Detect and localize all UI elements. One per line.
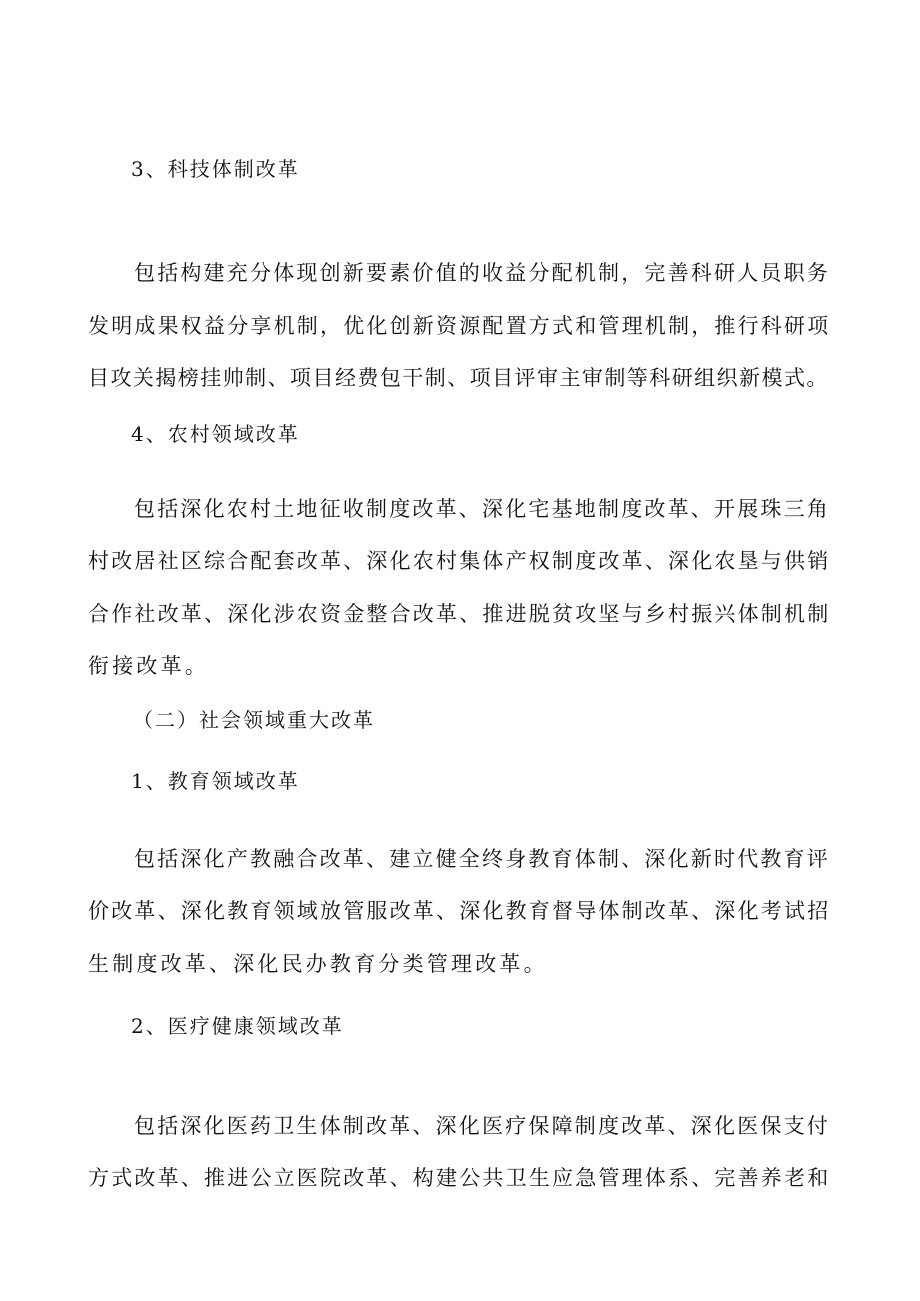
paragraph-line: 合作社改革、深化涉农资金整合改革、推进脱贫攻坚与乡村振兴体制机制 bbox=[88, 602, 831, 626]
section-heading: 4、农村领域改革 bbox=[131, 422, 300, 446]
section-heading: 1、教育领域改革 bbox=[131, 769, 300, 793]
paragraph-line: 包括构建充分体现创新要素价值的收益分配机制，完善科研人员职务 bbox=[134, 261, 830, 285]
paragraph-line: 目攻关揭榜挂帅制、项目经费包干制、项目评审主审制等科研组织新模式。 bbox=[88, 366, 829, 390]
paragraph-line: 方式改革、推进公立医院改革、构建公共卫生应急管理体系、完善养老和 bbox=[88, 1166, 831, 1190]
section-heading: 2、医疗健康领域改革 bbox=[131, 1014, 344, 1038]
paragraph-line: 价改革、深化教育领域放管服改革、深化教育督导体制改革、深化考试招 bbox=[88, 899, 831, 923]
section-heading: 3、科技体制改革 bbox=[131, 157, 300, 181]
paragraph-line: 衔接改革。 bbox=[88, 654, 209, 678]
section-heading: （二）社会领域重大改革 bbox=[133, 708, 375, 732]
paragraph-line: 包括深化产教融合改革、建立健全终身教育体制、深化新时代教育评 bbox=[134, 847, 830, 871]
paragraph-line: 包括深化农村土地征收制度改革、深化宅基地制度改革、开展珠三角 bbox=[134, 497, 830, 521]
paragraph-line: 生制度改革、深化民办教育分类管理改革。 bbox=[88, 952, 548, 976]
paragraph-line: 发明成果权益分享机制，优化创新资源配置方式和管理机制，推行科研项 bbox=[88, 314, 831, 338]
paragraph-line: 包括深化医药卫生体制改革、深化医疗保障制度改革、深化医保支付 bbox=[134, 1114, 830, 1138]
paragraph-line: 村改居社区综合配套改革、深化农村集体产权制度改革、深化农垦与供销 bbox=[88, 549, 831, 573]
